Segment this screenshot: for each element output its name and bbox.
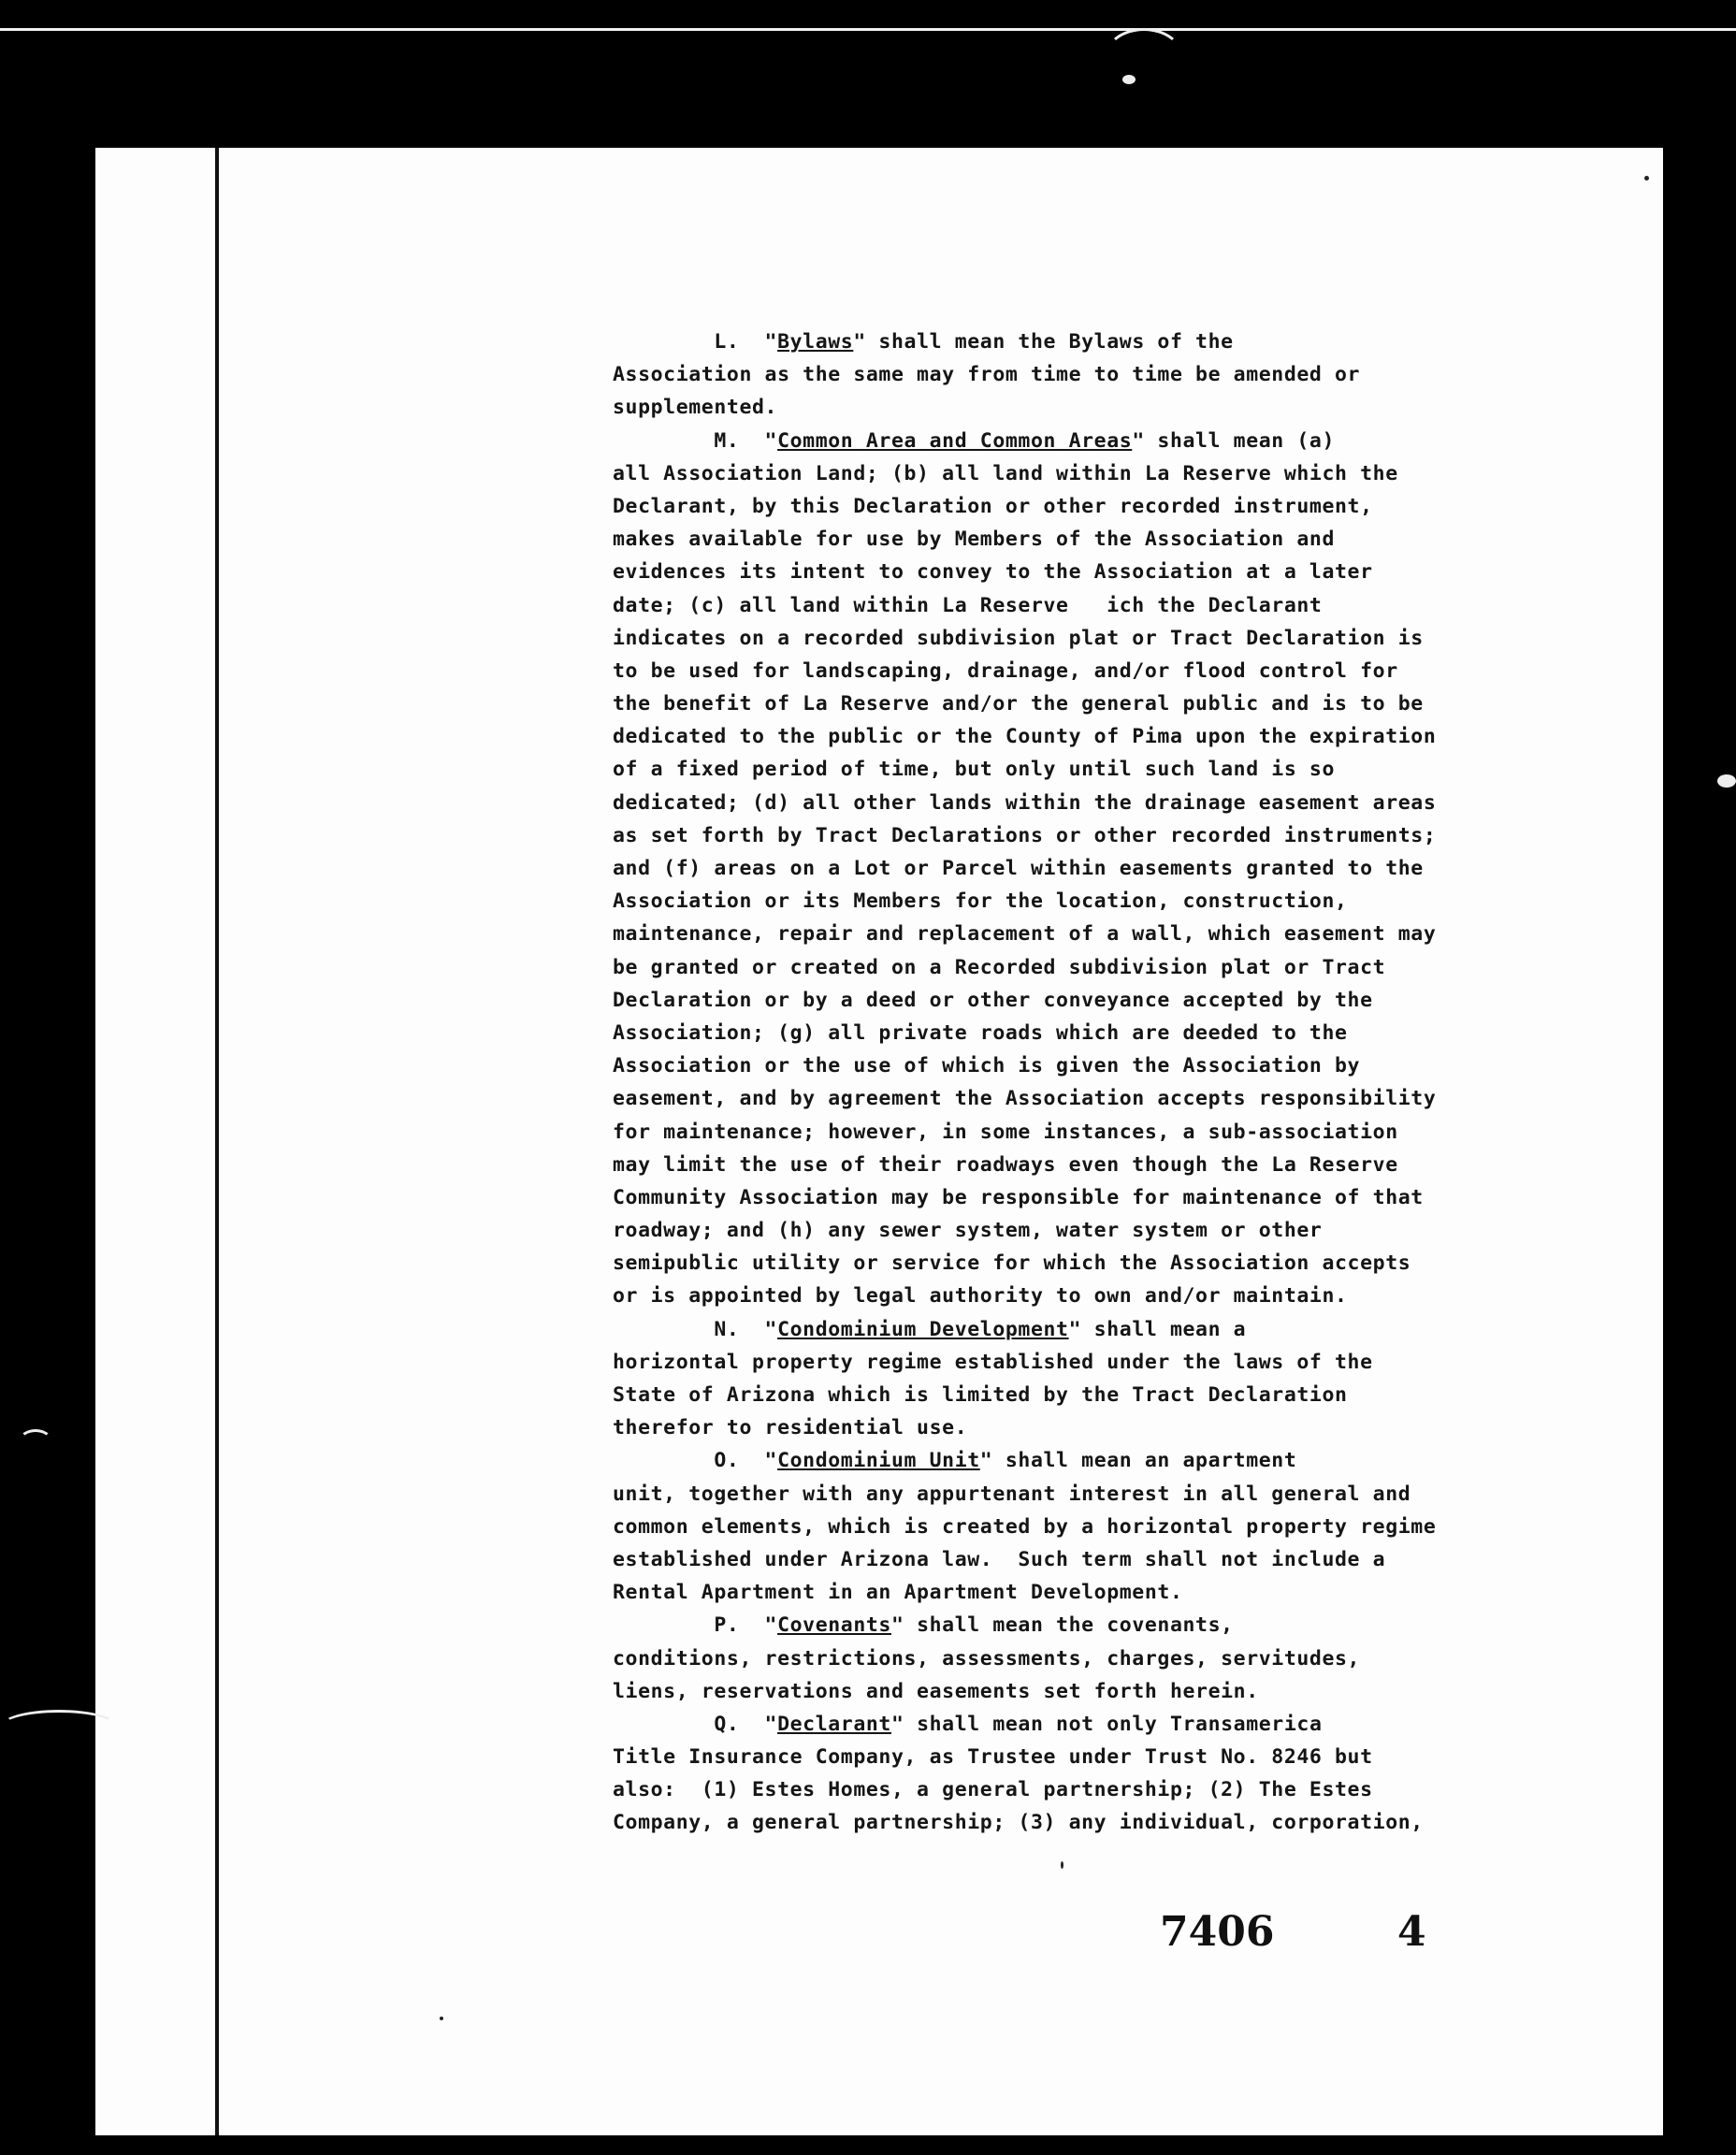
text-line: Title Insurance Company, as Trustee under Trust No. 8246 but: [613, 1745, 1373, 1770]
text-line: semipublic utility or service for which the Association accepts: [613, 1251, 1411, 1276]
text-line: be granted or created on a Recorded subdivision plat or Tract: [613, 955, 1386, 979]
text-line: Declaration or by a deed or other conveyance accepted by the: [613, 988, 1373, 1012]
text-line: roadway; and (h) any sewer system, water system or other: [613, 1219, 1323, 1243]
text-line: the benefit of La Reserve and/or the general public and is to be: [613, 692, 1424, 716]
text-line: Association; (g) all private roads which are deeded to the: [613, 1020, 1348, 1045]
binding-line: [215, 148, 219, 2135]
text-line: maintenance, repair and replacement of a wall, which easement may: [613, 922, 1437, 947]
text-line: dedicated; (d) all other lands within the drainage easement areas: [613, 790, 1437, 815]
document-body: [613, 325, 1623, 1840]
text-line: State of Arizona which is limited by the Tract Declaration: [613, 1383, 1348, 1407]
scan-artifact: [0, 1710, 118, 1743]
text-line: N. "Condominium Development" shall mean a: [613, 1317, 1247, 1341]
text-line: all Association Land; (b) all land within La Reserve which the: [613, 461, 1398, 485]
text-line: indicates on a recorded subdivision plat or Tract Declaration is: [613, 626, 1424, 650]
scan-artifact: [1644, 176, 1649, 181]
document-page: [95, 148, 1663, 2135]
page-number: 4: [1397, 1908, 1426, 1956]
text-line: for maintenance; however, in some instances, a sub-association: [613, 1120, 1398, 1144]
text-line: M. "Common Area and Common Areas" shall mean (a): [613, 428, 1336, 453]
text-line: dedicated to the public or the County of Pima upon the expiration: [613, 725, 1437, 749]
text-line: as set forth by Tract Declarations or other recorded instruments;: [613, 823, 1437, 847]
text-line: and (f) areas on a Lot or Parcel within easements granted to the: [613, 857, 1424, 880]
text-line: Q. "Declarant" shall mean not only Transamerica: [613, 1712, 1323, 1736]
text-line: L. "Bylaws" shall mean the Bylaws of the: [613, 330, 1234, 354]
scan-artifact: [19, 1429, 52, 1454]
text-line: conditions, restrictions, assessments, charges, servitudes,: [613, 1646, 1361, 1670]
text-line: therefor to residential use.: [613, 1416, 968, 1440]
scan-artifact: [440, 2017, 443, 2020]
scan-artifact: [1122, 75, 1136, 84]
text-line: Rental Apartment in an Apartment Development.: [613, 1581, 1183, 1605]
text-line: unit, together with any appurtenant interest in all general and: [613, 1482, 1411, 1506]
text-line: Declarant, by this Declaration or other recorded instrument,: [613, 494, 1373, 518]
text-line: P. "Covenants" shall mean the covenants,: [613, 1613, 1234, 1638]
text-line: Association or its Members for the location, construction,: [613, 889, 1348, 914]
text-line: or is appointed by legal authority to own and/or maintain.: [613, 1284, 1348, 1309]
text-line: established under Arizona law. Such term shall not include a: [613, 1547, 1386, 1571]
text-line: makes available for use by Members of the Association and: [613, 528, 1336, 552]
text-line: easement, and by agreement the Association accepts responsibility: [613, 1087, 1437, 1111]
scan-border-line: [0, 28, 1736, 31]
text-line: Association or the use of which is given the Association by: [613, 1054, 1361, 1078]
text-line: to be used for landscaping, drainage, and/or flood control for: [613, 658, 1398, 683]
text-line: also: (1) Estes Homes, a general partnership; (2) The Estes: [613, 1778, 1373, 1802]
text-line: Association as the same may from time to time be amended or: [613, 363, 1361, 387]
text-line: Community Association may be responsible for maintenance of that: [613, 1185, 1424, 1209]
text-line: O. "Condominium Unit" shall mean an apartment: [613, 1449, 1297, 1473]
document-number: 7406: [1160, 1908, 1275, 1956]
scan-artifact: [1061, 1861, 1063, 1869]
text-line: may limit the use of their roadways even though the La Reserve: [613, 1152, 1398, 1177]
text-line: liens, reservations and easements set forth herein.: [613, 1679, 1259, 1703]
scan-artifact: [1717, 774, 1736, 788]
text-line: common elements, which is created by a horizontal property regime: [613, 1514, 1437, 1539]
text-line: of a fixed period of time, but only until such land is so: [613, 758, 1336, 782]
text-line: evidences its intent to convey to the Association at a later: [613, 560, 1373, 585]
scan-artifact: [1104, 28, 1184, 90]
text-line: supplemented.: [613, 396, 778, 420]
text-line: horizontal property regime established under the laws of the: [613, 1350, 1373, 1374]
text-line: date; (c) all land within La Reserve ich the Declarant: [613, 593, 1323, 617]
text-line: Company, a general partnership; (3) any individual, corporation,: [613, 1811, 1424, 1835]
